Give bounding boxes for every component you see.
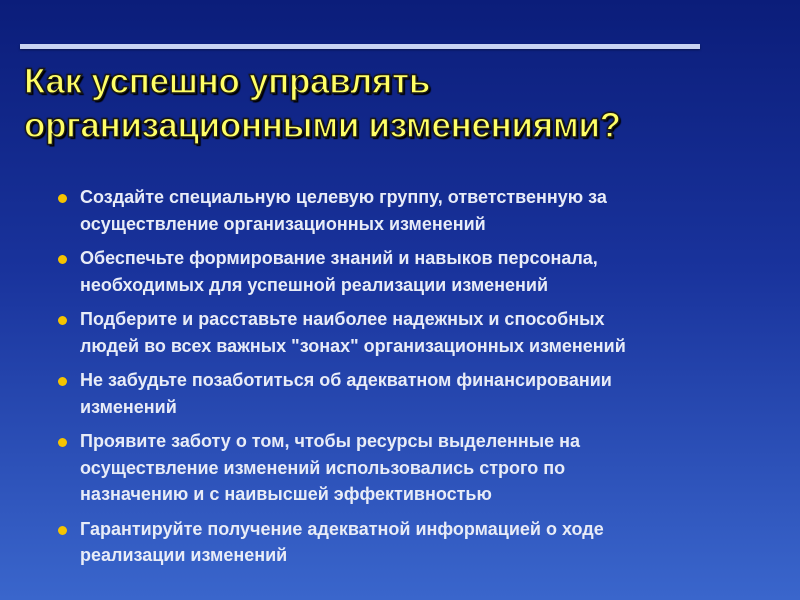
bullet-item [56, 428, 766, 508]
bullet-item [56, 367, 766, 420]
bullet-dot-icon [58, 377, 67, 386]
bullet-text: людей во всех важных "зонах" организационных изменений [80, 335, 626, 356]
bullet-text: Обеспечьте формирование знаний и навыков персонала, [80, 248, 598, 268]
bullet-dot-icon [58, 194, 67, 203]
bullet-text: Проявите заботу о том, чтобы ресурсы выделенные на [80, 431, 581, 451]
bullet-text: изменений [80, 396, 177, 417]
bullet-dot-icon [58, 255, 67, 264]
bullet-item [56, 516, 766, 569]
title-line-1: Как успешно управлять [24, 62, 431, 101]
bullet-item [56, 184, 766, 237]
bullet-text: осуществление организационных изменений [80, 213, 486, 234]
bullet-text: Гарантируйте получение адекватной информацией о ходе [80, 518, 604, 539]
slide-title [24, 60, 764, 148]
bullet-item [56, 245, 766, 298]
bullet-list [56, 184, 766, 577]
title-line-2: организационными изменениями? [24, 106, 621, 145]
bullet-text: Не забудьте позаботиться об адекватном финансировании [80, 370, 612, 390]
bullet-text: Подберите и расставьте наиболее надежных и способных [80, 309, 605, 329]
bullet-item [56, 306, 766, 359]
bullet-dot-icon [58, 526, 67, 535]
title-rule [20, 44, 700, 49]
bullet-text: Создайте специальную целевую группу, ответственную за [80, 187, 607, 207]
bullet-text: назначению и с наивысшей эффективностью [80, 484, 492, 504]
bullet-text: осуществление изменений использовались строго по [80, 457, 566, 478]
bullet-text: необходимых для успешной реализации изменений [80, 274, 549, 295]
bullet-dot-icon [58, 316, 67, 325]
bullet-dot-icon [58, 438, 67, 447]
bullet-text: реализации изменений [80, 545, 288, 565]
